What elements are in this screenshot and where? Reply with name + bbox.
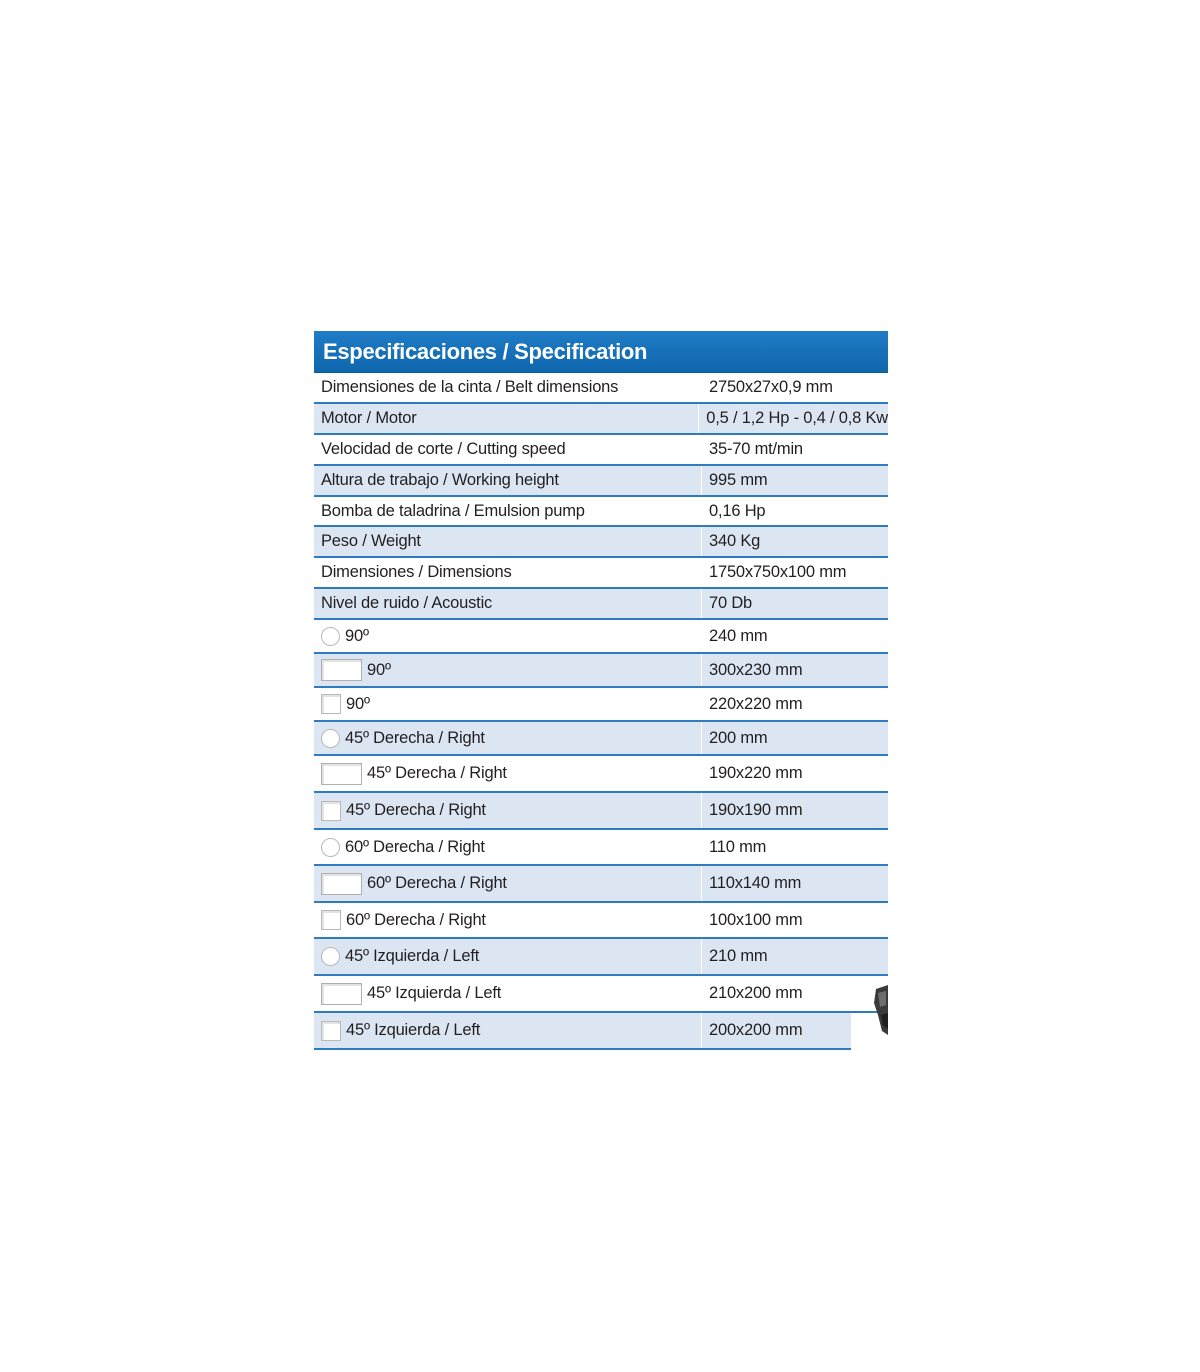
spec-label: 45º Derecha / Right <box>367 764 507 782</box>
rectangular-section-icon <box>321 763 362 785</box>
table-row <box>314 620 888 654</box>
spec-label: Peso / Weight <box>314 527 702 556</box>
spec-value: 995 mm <box>709 471 768 489</box>
spec-value: 190x220 mm <box>709 764 803 782</box>
spec-label: 90º <box>345 626 369 645</box>
table-row <box>314 373 888 404</box>
table-row <box>314 654 888 688</box>
spec-label: Bomba de taladrina / Emulsion pump <box>314 497 702 525</box>
spec-value: 300x230 mm <box>709 660 803 679</box>
rectangular-section-icon <box>321 659 362 681</box>
spec-value: 200 mm <box>709 728 768 747</box>
table-row <box>314 903 888 939</box>
spec-value: 110 mm <box>709 837 767 856</box>
spec-value: 190x190 mm <box>709 801 803 819</box>
spec-label: Nivel de ruido / Acoustic <box>314 589 702 618</box>
spec-label: 60º Derecha / Right <box>345 837 485 856</box>
table-row <box>314 558 888 589</box>
table-row <box>314 435 888 466</box>
spec-label: 90º <box>346 694 370 713</box>
square-section-icon <box>321 801 341 821</box>
spec-label: 45º Izquierda / Left <box>346 1021 481 1039</box>
machine-photo-fragment <box>872 985 888 1045</box>
spec-label: 90º <box>367 660 391 679</box>
table-row <box>314 722 888 756</box>
round-section-icon <box>321 729 340 748</box>
specification-table <box>314 331 888 1050</box>
spec-value: 100x100 mm <box>709 910 803 929</box>
spec-label: 45º Derecha / Right <box>346 801 486 819</box>
square-section-icon <box>321 910 341 930</box>
table-row <box>314 404 888 435</box>
table-row <box>314 688 888 722</box>
spec-label: Altura de trabajo / Working height <box>314 466 702 495</box>
spec-value: 1750x750x100 mm <box>709 563 847 581</box>
spec-label: Dimensiones / Dimensions <box>314 558 702 587</box>
spec-value: 340 Kg <box>709 532 761 550</box>
spec-label: Dimensiones de la cinta / Belt dimensions <box>314 373 702 402</box>
rectangular-section-icon <box>321 873 362 895</box>
spec-value: 0,5 / 1,2 Hp - 0,4 / 0,8 Kw <box>706 409 888 427</box>
table-row <box>314 589 888 620</box>
spec-value: 110x140 mm <box>709 874 802 892</box>
spec-value: 35-70 mt/min <box>709 440 803 458</box>
square-section-icon <box>321 694 341 714</box>
spec-label: 45º Izquierda / Left <box>345 947 480 965</box>
table-row <box>314 497 888 527</box>
round-section-icon <box>321 947 340 966</box>
table-row <box>314 866 888 903</box>
spec-value: 70 Db <box>709 594 753 612</box>
spec-label: Velocidad de corte / Cutting speed <box>314 435 702 464</box>
rectangular-section-icon <box>321 983 362 1005</box>
table-row <box>314 939 888 976</box>
spec-value: 2750x27x0,9 mm <box>709 378 833 396</box>
table-row <box>314 830 888 866</box>
table-row <box>314 793 888 830</box>
spec-label: 60º Derecha / Right <box>367 874 507 892</box>
spec-value: 240 mm <box>709 626 768 645</box>
round-section-icon <box>321 838 340 857</box>
table-row <box>314 1013 851 1050</box>
spec-value: 200x200 mm <box>709 1021 803 1039</box>
spec-label: Motor / Motor <box>314 404 699 433</box>
spec-label: 45º Derecha / Right <box>345 728 485 747</box>
spec-value: 210x200 mm <box>709 984 803 1002</box>
table-row <box>314 756 888 793</box>
spec-value: 0,16 Hp <box>709 501 766 520</box>
table-row <box>314 466 888 497</box>
round-section-icon <box>321 627 340 646</box>
spec-label: 45º Izquierda / Left <box>367 984 502 1002</box>
spec-label: 60º Derecha / Right <box>346 910 486 929</box>
square-section-icon <box>321 1021 341 1041</box>
table-row <box>314 527 888 558</box>
table-row <box>314 976 888 1013</box>
table-title: Especificaciones / Specification <box>314 331 888 373</box>
spec-value: 220x220 mm <box>709 694 803 713</box>
spec-value: 210 mm <box>709 947 768 965</box>
